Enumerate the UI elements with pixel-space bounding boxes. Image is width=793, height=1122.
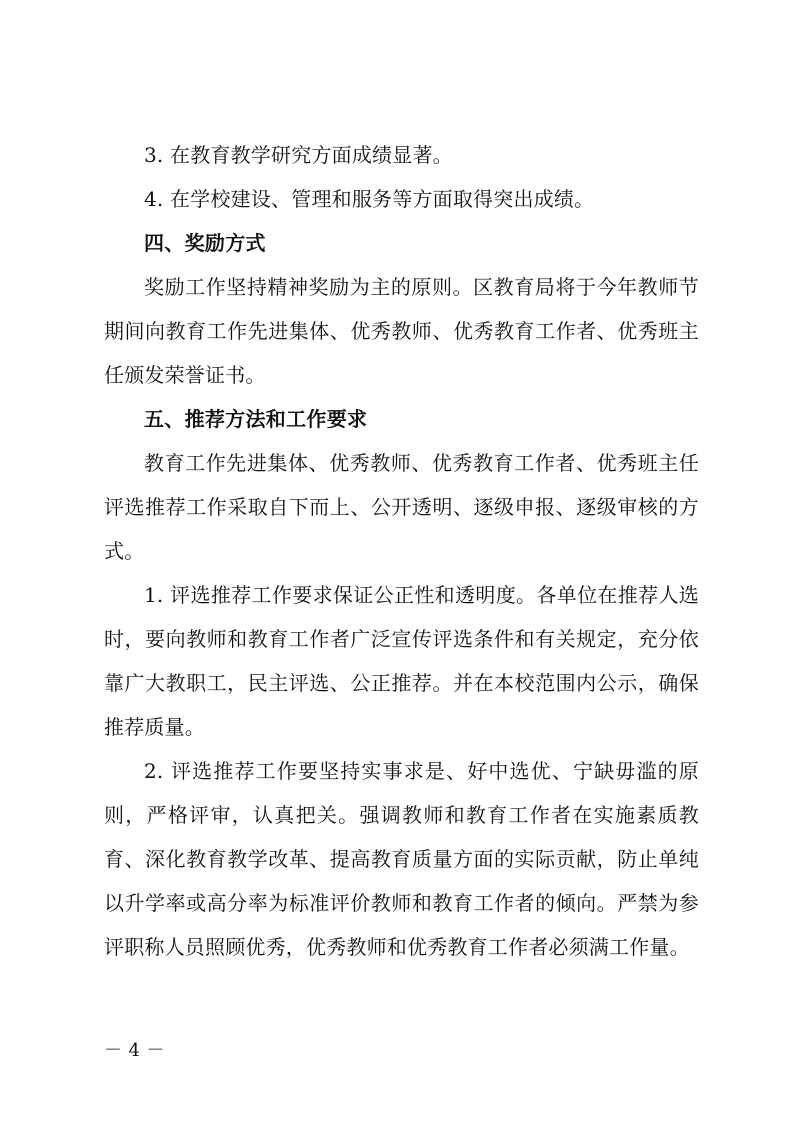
section-heading-recommendation: 五、推荐方法和工作要求: [144, 407, 368, 431]
paragraph-recommendation-intro: 教育工作先进集体、优秀教师、优秀教育工作者、优秀班主任评选推荐工作采取自下而上、公开透明、逐级申报、逐级审核的方式。: [104, 451, 699, 563]
section-heading-rewards: 四、奖励方式: [144, 231, 266, 255]
paragraph-item-3: 3. 在教育教学研究方面成绩显著。: [144, 143, 453, 167]
document-body: [104, 133, 699, 969]
paragraph-item-4: 4. 在学校建设、管理和服务等方面取得突出成绩。: [144, 187, 595, 211]
paragraph-requirement-2: 2. 评选推荐工作要坚持实事求是、好中选优、宁缺毋滥的原则，严格评审，认真把关。强调教师和教育工作者在实施素质教育、深化教育教学改革、提高教育质量方面的实际贡献，防止单纯以升学率或高分率为标准评价教师和教育工作者的倾向。严禁为参评职称人员照顾优秀，优秀教师和优秀教育工作者必须满工作量。: [104, 759, 699, 959]
page-number: － 4 －: [104, 1040, 165, 1061]
paragraph-requirement-1: 1. 评选推荐工作要求保证公正性和透明度。各单位在推荐人选时，要向教师和教育工作者广泛宣传评选条件和有关规定，充分依靠广大教职工，民主评选、公正推荐。并在本校范围内公示，确保推荐质量。: [104, 583, 699, 739]
paragraph-rewards-body: 奖励工作坚持精神奖励为主的原则。区教育局将于今年教师节期间向教育工作先进集体、优秀教师、优秀教育工作者、优秀班主任颁发荣誉证书。: [104, 275, 699, 387]
